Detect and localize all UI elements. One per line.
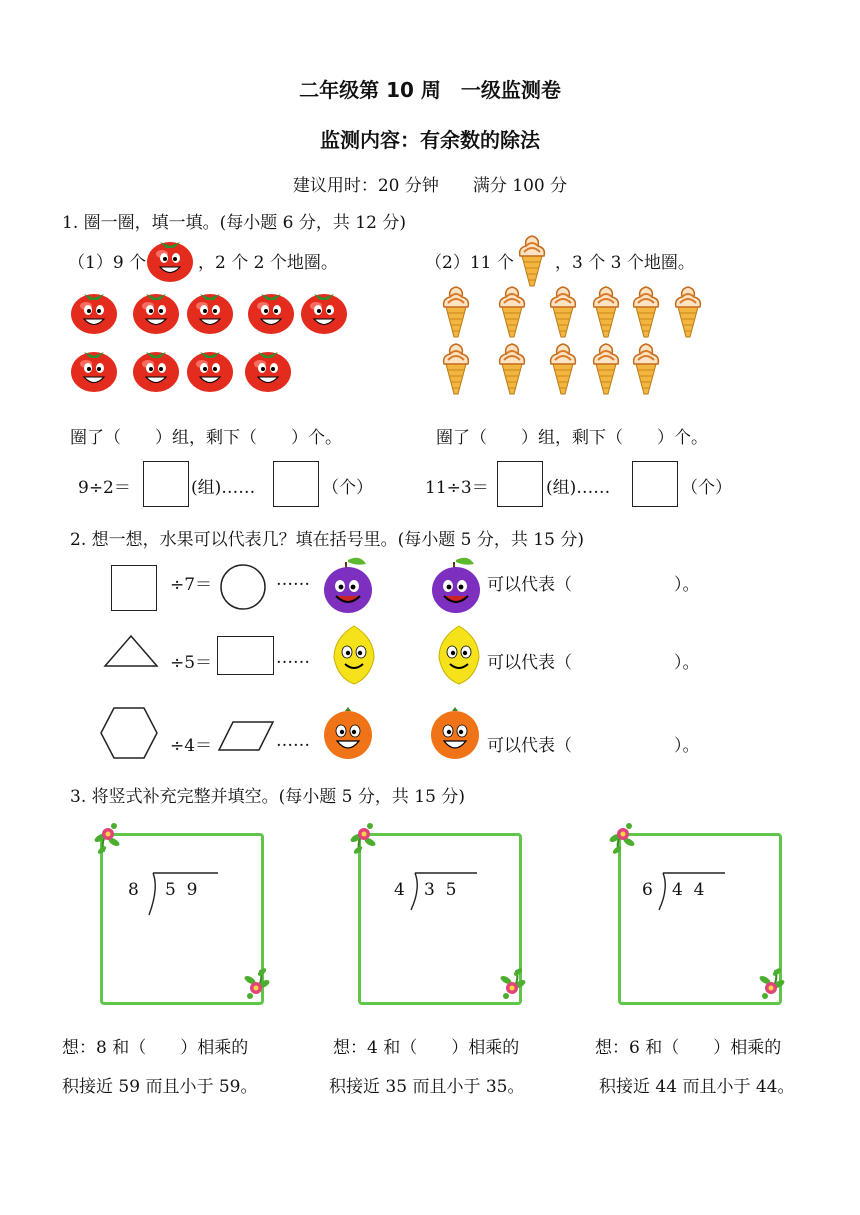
- q2-row2-op: ÷5＝: [170, 653, 213, 673]
- plum-icon: [322, 556, 376, 616]
- q3-think-2a[interactable]: 想：4 和（ ）相乘的: [333, 1038, 520, 1058]
- q3-think-3a[interactable]: 想：6 和（ ）相乘的: [595, 1038, 782, 1058]
- tomato-icon[interactable]: [300, 288, 350, 336]
- q3-think-1a[interactable]: 想：8 和（ ）相乘的: [62, 1038, 249, 1058]
- triangle-shape: [103, 634, 159, 670]
- plum-icon: [430, 556, 484, 616]
- page-title: 二年级第 10 周 一级监测卷: [299, 78, 561, 102]
- divisor: 4: [394, 880, 405, 900]
- q3-think-2b: 积接近 35 而且小于 35。: [329, 1077, 525, 1097]
- parallelogram-shape: [219, 720, 275, 752]
- q1-left-eq-c: （个）: [322, 478, 373, 498]
- flower-icon: [96, 820, 126, 860]
- lemon-icon: [435, 624, 483, 686]
- ice-cream-icon[interactable]: [545, 340, 581, 396]
- tomato-icon[interactable]: [132, 346, 182, 394]
- dividend: 5 9: [165, 880, 198, 900]
- orange-icon: [323, 705, 375, 761]
- flower-icon: [242, 970, 272, 1010]
- q1-right-eq-c: （个）: [681, 478, 732, 498]
- ice-cream-icon[interactable]: [438, 340, 474, 396]
- q1-right-eq-b: (组)……: [546, 478, 611, 498]
- q3-think-1b: 积接近 59 而且小于 59。: [62, 1077, 258, 1097]
- q2-row1-represents[interactable]: 可以代表（ ）。: [487, 575, 700, 595]
- q1-right-quotient-box[interactable]: [497, 461, 543, 507]
- q2-row2-dots: ……: [276, 648, 310, 668]
- ice-cream-icon[interactable]: [588, 283, 624, 339]
- tomato-icon[interactable]: [186, 346, 236, 394]
- q1-right-eq-a: 11÷3＝: [425, 478, 489, 498]
- ice-cream-icon[interactable]: [438, 283, 474, 339]
- divisor: 6: [642, 880, 653, 900]
- flower-icon: [498, 970, 528, 1010]
- ice-cream-icon[interactable]: [628, 283, 664, 339]
- orange-icon: [430, 705, 482, 761]
- tomato-icon[interactable]: [244, 346, 294, 394]
- q1-left-eq-b: (组)……: [191, 478, 256, 498]
- tomato-icon[interactable]: [70, 346, 120, 394]
- square-shape: [111, 565, 157, 611]
- tomato-icon[interactable]: [132, 288, 182, 336]
- q2-row1-op: ÷7＝: [170, 575, 213, 595]
- q1-left-eq-a: 9÷2＝: [78, 478, 131, 498]
- q2-row3-represents[interactable]: 可以代表（ ）。: [487, 736, 700, 756]
- q1-right-prompt-b: ，3 个 3 个地圈。: [555, 253, 695, 273]
- divisor: 8: [128, 880, 139, 900]
- flower-icon: [352, 820, 382, 860]
- tomato-icon[interactable]: [70, 288, 120, 336]
- ice-cream-icon: [514, 232, 550, 288]
- dividend: 3 5: [424, 880, 457, 900]
- q1-left-quotient-box[interactable]: [143, 461, 189, 507]
- flower-icon: [757, 970, 787, 1010]
- rectangle-shape: [217, 636, 274, 675]
- q2-heading: 2. 想一想，水果可以代表几？填在括号里。(每小题 5 分，共 15 分): [70, 530, 584, 550]
- dividend: 4 4: [672, 880, 705, 900]
- ice-cream-icon[interactable]: [494, 283, 530, 339]
- tomato-icon: [146, 236, 196, 284]
- q2-row2-represents[interactable]: 可以代表（ ）。: [487, 653, 700, 673]
- page-subtitle: 监测内容：有余数的除法: [320, 128, 540, 152]
- q2-row1-dots: ……: [276, 570, 310, 590]
- q2-row3-dots: ……: [276, 731, 310, 751]
- q2-row3-op: ÷4＝: [170, 736, 213, 756]
- q1-left-prompt-b: ，2 个 2 个地圈。: [198, 253, 338, 273]
- exam-info: 建议用时：20 分钟 满分 100 分: [292, 176, 568, 196]
- tomato-icon[interactable]: [186, 288, 236, 336]
- q3-think-3b: 积接近 44 而且小于 44。: [599, 1077, 795, 1097]
- q3-heading: 3. 将竖式补充完整并填空。(每小题 5 分，共 15 分): [70, 787, 465, 807]
- q1-right-answer-line[interactable]: 圈了（ ）组，剩下（ ）个。: [436, 428, 708, 448]
- q1-left-prompt-a: （1）9 个: [68, 253, 147, 273]
- q1-right-prompt-a: （2）11 个: [425, 253, 514, 273]
- hexagon-shape: [99, 706, 159, 762]
- q1-right-remainder-box[interactable]: [632, 461, 678, 507]
- q1-heading: 1. 圈一圈，填一填。(每小题 6 分，共 12 分): [62, 213, 406, 233]
- circle-shape: [219, 563, 269, 613]
- ice-cream-icon[interactable]: [628, 340, 664, 396]
- ice-cream-icon[interactable]: [670, 283, 706, 339]
- q1-left-remainder-box[interactable]: [273, 461, 319, 507]
- ice-cream-icon[interactable]: [545, 283, 581, 339]
- lemon-icon: [330, 624, 378, 686]
- ice-cream-icon[interactable]: [588, 340, 624, 396]
- tomato-icon[interactable]: [247, 288, 297, 336]
- q1-left-answer-line[interactable]: 圈了（ ）组，剩下（ ）个。: [70, 428, 342, 448]
- flower-icon: [611, 820, 641, 860]
- ice-cream-icon[interactable]: [494, 340, 530, 396]
